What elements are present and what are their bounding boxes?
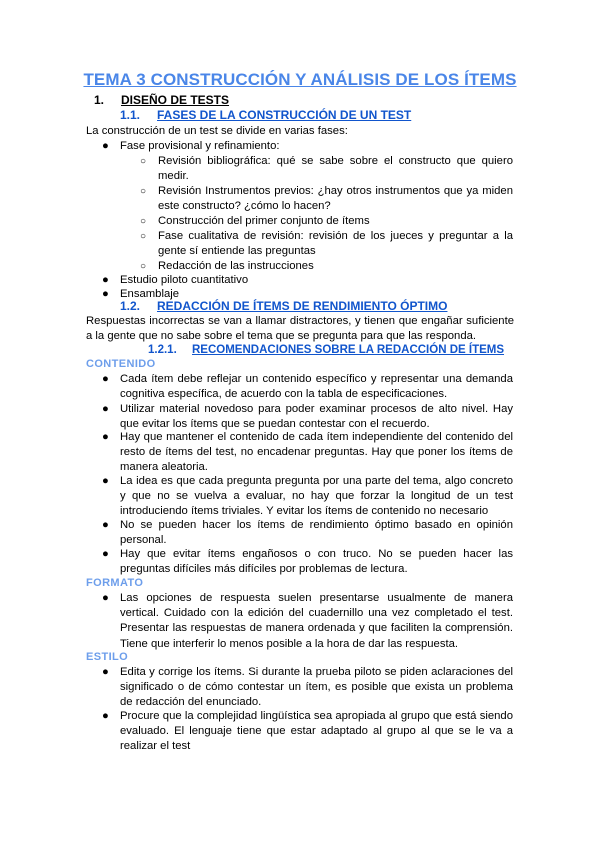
intro-paragraph: La construcción de un test se divide en varias fases: — [86, 125, 348, 137]
formato-label: FORMATO — [86, 577, 144, 589]
sub-item-text: Revisión Instrumentos previos: ¿hay otros instrumentos que ya miden este constructo? ¿cómo lo hacen? — [158, 185, 513, 213]
list-item-text: Hay que evitar ítems engañosos o con truco. No se pueden hacer las preguntas difíciles más difíciles por problemas de lectura. — [120, 548, 513, 576]
sub-item-instrucciones — [140, 259, 513, 274]
bullet-icon: ● — [102, 431, 109, 443]
estilo-item-1 — [102, 665, 513, 711]
heading-1-2-1-label: RECOMENDACIONES SOBRE LA REDACCIÓN DE ÍTEMS — [192, 344, 505, 356]
heading-1-number: 1. — [94, 93, 105, 107]
hollow-bullet-icon: ○ — [140, 156, 147, 167]
bullet-icon: ● — [102, 710, 109, 722]
list-item-text: Cada ítem debe reflejar un contenido específico y representar una demanda cognitiva específica, de acuerdo con la tabla de especificaciones. — [120, 373, 513, 401]
hollow-bullet-icon: ○ — [140, 261, 147, 272]
sub-item-text: Redacción de las instrucciones — [158, 260, 314, 272]
heading-1-1 — [120, 108, 411, 122]
bullet-icon: ● — [102, 403, 109, 415]
list-item-text: Hay que mantener el contenido de cada ítem independiente del contenido del resto de ítems del test, no encadenar preguntas. Hay que poner los ítems de manera aleatoria. — [120, 431, 513, 474]
bullet-icon: ● — [102, 140, 109, 152]
sub-item-cualitativa — [140, 229, 513, 259]
bullet-icon: ● — [102, 548, 109, 560]
bullet-icon: ● — [102, 592, 109, 604]
bullet-icon: ● — [102, 475, 109, 487]
sub-item-text: Revisión bibliográfica: qué se sabe sobre el constructo que quiero medir. — [158, 155, 513, 183]
sub-item-instrumentos — [140, 184, 513, 214]
list-item-text: Edita y corrige los ítems. Si durante la prueba piloto se piden aclaraciones del significado o de cómo contestar un ítem, es posible que exista un problema de redacción del enunciado. — [120, 666, 513, 709]
heading-1-1-label: FASES DE LA CONSTRUCCIÓN DE UN TEST — [157, 108, 412, 122]
list-item-piloto — [102, 273, 513, 288]
bullet-icon: ● — [102, 666, 109, 678]
heading-1-2-1-number: 1.2.1. — [148, 344, 177, 356]
contenido-item-6 — [102, 547, 513, 577]
heading-1-2-number: 1.2. — [120, 299, 141, 313]
bullet-icon: ● — [102, 519, 109, 531]
contenido-item-3 — [102, 430, 513, 476]
heading-1-2-label: REDACCIÓN DE ÍTEMS DE RENDIMIENTO ÓPTIMO — [157, 299, 448, 313]
estilo-label: ESTILO — [86, 651, 129, 663]
heading-1-2 — [120, 299, 447, 313]
sub-item-text: Construcción del primer conjunto de ítems — [158, 215, 370, 227]
list-item-text: Ensamblaje — [120, 288, 180, 300]
contenido-item-5 — [102, 518, 513, 548]
bullet-icon: ● — [102, 288, 109, 300]
list-item-text: Estudio piloto cuantitativo — [120, 274, 249, 286]
bullet-icon: ● — [102, 373, 109, 385]
list-item-text: No se pueden hacer los ítems de rendimiento óptimo basado en opinión personal. — [120, 519, 513, 547]
contenido-item-4 — [102, 474, 513, 520]
distractors-paragraph: Respuestas incorrectas se van a llamar distractores, y tienen que engañar suficiente a la gente que no sabe sobre el tema que se pregunta para que las responda. — [86, 315, 514, 343]
list-item-text: Las opciones de respuesta suelen presentarse usualmente de manera vertical. Cuidado con la edición del cuadernillo una vez completado el test. Presentar las respuestas de manera ordenada y que faciliten la comprensión. Tiene que interferir lo menos posible a la hora de dar las respuesta. — [120, 592, 513, 650]
bullet-icon: ● — [102, 274, 109, 286]
formato-item-1 — [102, 591, 513, 652]
page-title: TEMA 3 CONSTRUCCIÓN Y ANÁLISIS DE LOS ÍTEMS — [83, 70, 517, 89]
hollow-bullet-icon: ○ — [140, 186, 147, 197]
sub-item-bibliografia — [140, 154, 513, 184]
list-item-text: Procure que la complejidad lingüística sea apropiada al grupo que está siendo evaluado. El lenguaje tiene que estar adaptado al grupo al que se le va a realizar el test — [120, 710, 513, 753]
contenido-item-2 — [102, 402, 513, 432]
heading-1 — [94, 93, 229, 107]
sub-item-text: Fase cualitativa de revisión: revisión de los jueces y preguntar a la gente sí entiende las preguntas — [158, 230, 513, 258]
heading-1-2-1 — [148, 344, 504, 356]
heading-1-label: DISEÑO DE TESTS — [121, 93, 230, 107]
contenido-item-1 — [102, 372, 513, 402]
heading-1-1-number: 1.1. — [120, 108, 141, 122]
list-item-text: Utilizar material novedoso para poder examinar procesos de alto nivel. Hay que evitar los ítems que se puedan contestar con el recuerdo. — [120, 403, 513, 431]
hollow-bullet-icon: ○ — [140, 231, 147, 242]
hollow-bullet-icon: ○ — [140, 216, 147, 227]
list-item-provisional — [102, 139, 513, 154]
contenido-label: CONTENIDO — [86, 358, 156, 370]
sub-item-construccion — [140, 214, 513, 229]
estilo-item-2 — [102, 709, 513, 755]
list-item-text: Fase provisional y refinamiento: — [120, 140, 280, 152]
list-item-text: La idea es que cada pregunta pregunta por una parte del tema, algo concreto y que no se vuelva a evaluar, no hay que forzar la longitud de un test introduciendo ítems triviales. Y evitar los ítems de contenido no necesario — [120, 475, 513, 518]
